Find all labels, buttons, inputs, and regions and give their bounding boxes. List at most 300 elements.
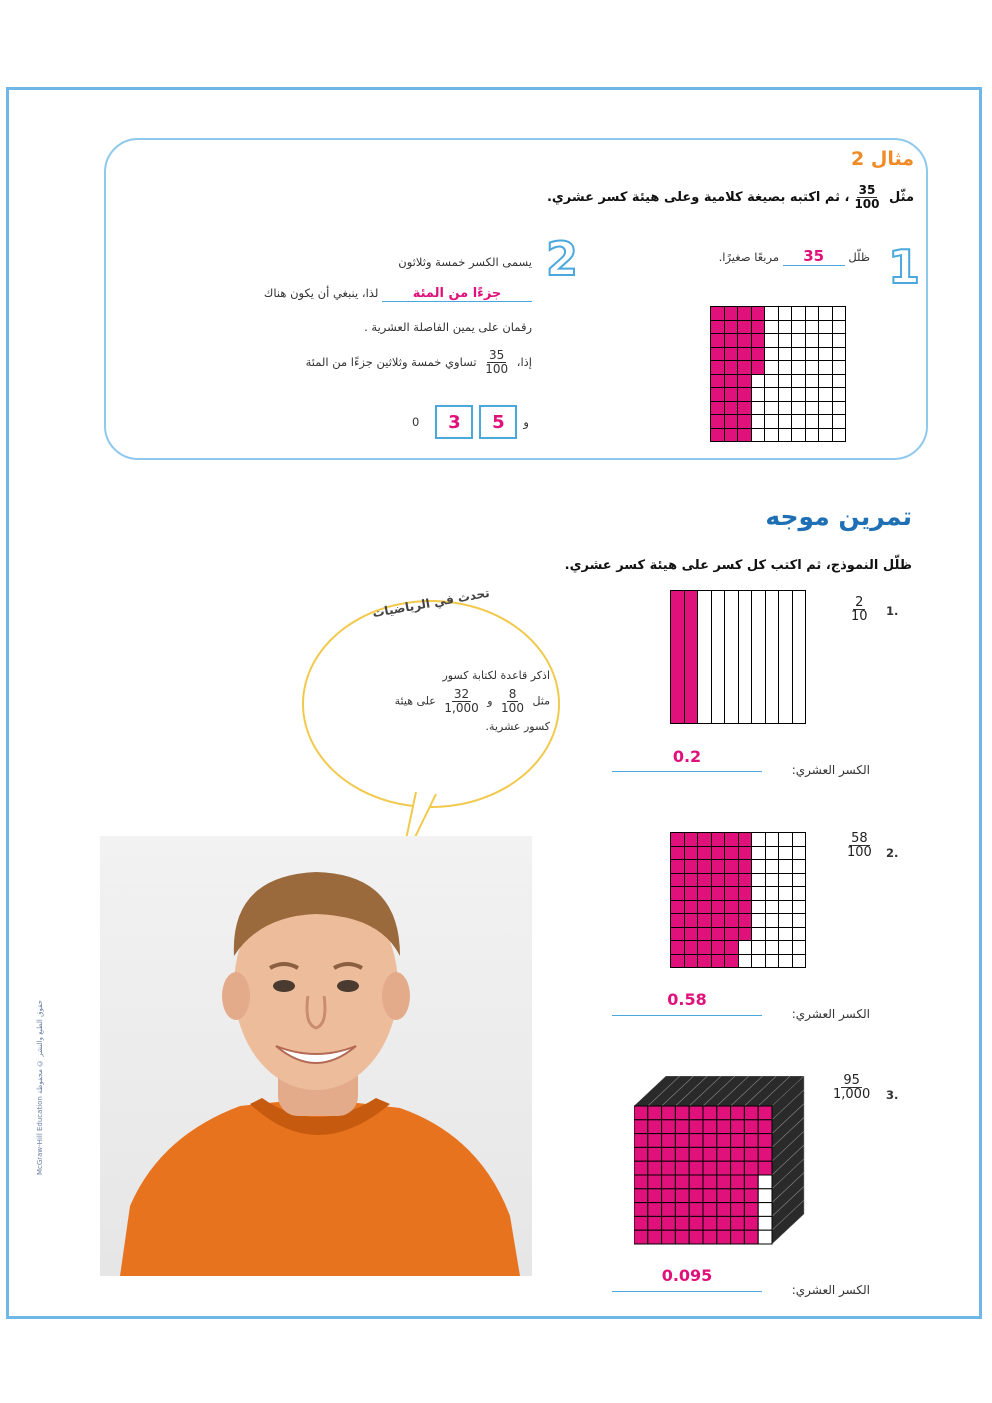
empty-cell (833, 375, 846, 388)
shaded-cube (662, 1120, 676, 1134)
empty-cell (752, 955, 765, 968)
shaded-cell (685, 874, 698, 887)
shaded-cube (675, 1175, 689, 1189)
shaded-cube (703, 1147, 717, 1161)
shaded-cube (634, 1189, 648, 1203)
shaded-cube (689, 1216, 703, 1230)
shaded-cube (758, 1134, 772, 1148)
empty-cell (779, 348, 792, 361)
shaded-cube (717, 1175, 731, 1189)
digit-box-hundredths: 5 (479, 405, 517, 439)
shaded-cell (698, 955, 711, 968)
student-photo (100, 836, 532, 1276)
empty-cell (725, 591, 738, 723)
empty-cell (779, 375, 792, 388)
empty-cell (765, 348, 778, 361)
shaded-cube (744, 1120, 758, 1134)
empty-cell (819, 375, 832, 388)
empty-cell (806, 375, 819, 388)
empty-cell (806, 415, 819, 428)
empty-cell (806, 429, 819, 442)
empty-cell (819, 334, 832, 347)
shaded-cube (662, 1106, 676, 1120)
step-2-line2: جزءًا من المئة لذا، ينبغي أن يكون هناك (264, 286, 532, 302)
shaded-cell (738, 388, 751, 401)
empty-cell (806, 321, 819, 334)
exercise-1-tenths-model (670, 590, 806, 724)
empty-cell (819, 321, 832, 334)
empty-cell (793, 914, 806, 927)
empty-cell (833, 307, 846, 320)
shaded-cell (752, 321, 765, 334)
shaded-cube (634, 1203, 648, 1217)
shaded-cell (725, 833, 738, 846)
shaded-cube (731, 1134, 745, 1148)
empty-cell (792, 388, 805, 401)
empty-cell (779, 941, 792, 954)
bubble-text: اذكر قاعدة لكتابة كسور مثل $\frac{8}{100}$ و $\frac{32}{1,000}$ على هيئة كسور عشرية. (394, 669, 550, 733)
shaded-cube (662, 1134, 676, 1148)
shaded-cube (648, 1203, 662, 1217)
empty-cell (833, 334, 846, 347)
shaded-cell (725, 402, 738, 415)
empty-cell (819, 415, 832, 428)
shaded-cube (648, 1120, 662, 1134)
shaded-cube (731, 1175, 745, 1189)
shaded-cube (731, 1189, 745, 1203)
exercise-3-number: 3. (886, 1088, 899, 1102)
empty-cell (779, 321, 792, 334)
empty-cell (766, 833, 779, 846)
empty-cell (779, 887, 792, 900)
empty-cube (758, 1203, 772, 1217)
shaded-cell (738, 361, 751, 374)
empty-cell (752, 415, 765, 428)
shaded-cell (671, 591, 684, 723)
shaded-cell (738, 415, 751, 428)
shaded-cell (685, 833, 698, 846)
exercise-3-fraction: $\frac{95}{1,000}$ (833, 1073, 871, 1102)
shaded-cube (717, 1147, 731, 1161)
empty-cell (792, 429, 805, 442)
shaded-cube (703, 1230, 717, 1244)
empty-cell (752, 901, 765, 914)
shaded-cell (725, 429, 738, 442)
shaded-cell (738, 307, 751, 320)
shaded-cell (725, 941, 738, 954)
example-fraction: $\frac{35}{100}$ (854, 183, 880, 211)
exercise-1-answer-label: الكسر العشري: (791, 763, 870, 777)
shaded-cube (744, 1147, 758, 1161)
shaded-cube (648, 1175, 662, 1189)
shaded-cube (634, 1147, 648, 1161)
shaded-cell (698, 833, 711, 846)
empty-cell (779, 591, 792, 723)
empty-cell (765, 361, 778, 374)
empty-cell (806, 348, 819, 361)
shaded-cell (711, 415, 724, 428)
shaded-cube (703, 1134, 717, 1148)
shaded-cube (662, 1147, 676, 1161)
shaded-cube (648, 1216, 662, 1230)
shaded-cell (698, 914, 711, 927)
empty-cell (793, 887, 806, 900)
shaded-cell (725, 914, 738, 927)
empty-cell (752, 860, 765, 873)
step-2-fraction: $\frac{35}{100}$ (485, 348, 509, 376)
empty-cell (779, 415, 792, 428)
shaded-cube (703, 1216, 717, 1230)
shaded-cell (671, 928, 684, 941)
shaded-cell (725, 334, 738, 347)
step-2-line1: يسمى الكسر خمسة وثلاثون (398, 255, 532, 269)
empty-cell (766, 914, 779, 927)
empty-cell (792, 321, 805, 334)
shaded-cube (744, 1203, 758, 1217)
shaded-cell (712, 887, 725, 900)
shaded-cube (689, 1189, 703, 1203)
empty-cell (793, 901, 806, 914)
empty-cell (752, 847, 765, 860)
shaded-cube (675, 1120, 689, 1134)
shaded-cell (685, 887, 698, 900)
empty-cube (758, 1230, 772, 1244)
shaded-cube (675, 1216, 689, 1230)
shaded-cube (703, 1189, 717, 1203)
digit-box-tenths: 3 (435, 405, 473, 439)
shaded-cube (717, 1161, 731, 1175)
empty-cube (758, 1216, 772, 1230)
shaded-cell (685, 914, 698, 927)
shaded-cell (685, 860, 698, 873)
shaded-cell (685, 928, 698, 941)
shaded-cube (634, 1161, 648, 1175)
exercise-2-answer-label: الكسر العشري: (791, 1007, 870, 1021)
empty-cell (752, 941, 765, 954)
shaded-cell (671, 860, 684, 873)
step-2-line4: إذا، $\frac{35}{100}$ تساوي خمسة وثلاثين جزءًا من المئة (305, 348, 532, 376)
empty-cell (712, 591, 725, 723)
shaded-cube (648, 1147, 662, 1161)
empty-cell (752, 833, 765, 846)
empty-cell (793, 833, 806, 846)
exercise-2-hundreds-model (670, 832, 806, 968)
empty-cell (793, 847, 806, 860)
shaded-cube (648, 1189, 662, 1203)
shaded-cube (717, 1134, 731, 1148)
shaded-cell (671, 847, 684, 860)
shaded-cube (648, 1106, 662, 1120)
shaded-cube (689, 1134, 703, 1148)
shaded-cube (675, 1147, 689, 1161)
shaded-cube (662, 1216, 676, 1230)
shaded-cell (712, 955, 725, 968)
shaded-cube (675, 1161, 689, 1175)
empty-cell (765, 388, 778, 401)
shaded-cell (712, 874, 725, 887)
shaded-cell (698, 901, 711, 914)
empty-cell (766, 955, 779, 968)
shaded-cube (675, 1106, 689, 1120)
empty-cell (766, 874, 779, 887)
shaded-cell (698, 860, 711, 873)
empty-cell (752, 591, 765, 723)
shaded-cube (648, 1230, 662, 1244)
exercise-1-number: 1. (886, 604, 899, 618)
shaded-cell (711, 375, 724, 388)
empty-cell (766, 941, 779, 954)
empty-cell (833, 388, 846, 401)
shaded-cell (685, 847, 698, 860)
empty-cell (752, 887, 765, 900)
shaded-cube (675, 1134, 689, 1148)
shaded-cell (739, 914, 752, 927)
shaded-cube (731, 1230, 745, 1244)
shaded-cube (689, 1203, 703, 1217)
shaded-cell (712, 941, 725, 954)
shaded-cell (711, 429, 724, 442)
shaded-cell (711, 334, 724, 347)
shaded-cell (712, 847, 725, 860)
shaded-cell (685, 901, 698, 914)
shaded-cell (738, 375, 751, 388)
empty-cell (806, 307, 819, 320)
empty-cell (779, 388, 792, 401)
shaded-cell (752, 361, 765, 374)
shaded-cube (634, 1134, 648, 1148)
shaded-cube (758, 1120, 772, 1134)
shaded-cell (725, 874, 738, 887)
shaded-cell (711, 348, 724, 361)
shaded-cube (717, 1216, 731, 1230)
shaded-cube (717, 1203, 731, 1217)
step-2-number: 2 (546, 232, 579, 286)
shaded-cube (703, 1161, 717, 1175)
empty-cell (792, 348, 805, 361)
empty-cell (739, 591, 752, 723)
shaded-cube (703, 1203, 717, 1217)
shaded-cell (671, 901, 684, 914)
shaded-cell (711, 321, 724, 334)
step-1-text: ظلّل 35 مربعًا صغيرًا. (718, 247, 870, 265)
shaded-cell (725, 901, 738, 914)
shaded-cube (703, 1106, 717, 1120)
shaded-cube (634, 1175, 648, 1189)
empty-cell (793, 955, 806, 968)
example-hundreds-grid (710, 306, 846, 442)
empty-cell (779, 928, 792, 941)
shaded-cube (731, 1106, 745, 1120)
example-instruction: مثّل $\frac{35}{100}$ ، ثم اكتبه بصيغة كلامية وعلى هيئة كسر عشري. (546, 183, 914, 211)
empty-cell (779, 307, 792, 320)
shaded-cell (712, 928, 725, 941)
shaded-cube (689, 1175, 703, 1189)
exercise-2-number: 2. (886, 846, 899, 860)
shaded-cell (712, 901, 725, 914)
shaded-cell (711, 361, 724, 374)
shaded-cell (671, 887, 684, 900)
shaded-cube (634, 1120, 648, 1134)
empty-cell (793, 941, 806, 954)
empty-cell (793, 928, 806, 941)
step-1-answer: 35 (803, 247, 825, 265)
shaded-cell (725, 348, 738, 361)
empty-cell (766, 860, 779, 873)
shaded-cell (738, 321, 751, 334)
empty-cell (792, 361, 805, 374)
empty-cell (819, 348, 832, 361)
shaded-cube (634, 1216, 648, 1230)
shaded-cell (698, 887, 711, 900)
shaded-cube (731, 1203, 745, 1217)
shaded-cube (744, 1216, 758, 1230)
empty-cell (766, 591, 779, 723)
empty-cell (779, 429, 792, 442)
shaded-cell (739, 847, 752, 860)
empty-cell (819, 402, 832, 415)
exercise-3-answer-label: الكسر العشري: (791, 1283, 870, 1297)
guided-instruction: ظلّل النموذج، ثم اكتب كل كسر على هيئة كسر عشري. (564, 558, 912, 573)
shaded-cell (738, 334, 751, 347)
shaded-cell (671, 874, 684, 887)
shaded-cell (752, 307, 765, 320)
empty-cell (819, 429, 832, 442)
empty-cell (793, 860, 806, 873)
empty-cell (752, 388, 765, 401)
shaded-cube (689, 1120, 703, 1134)
empty-cell (792, 375, 805, 388)
empty-cell (833, 321, 846, 334)
shaded-cube (744, 1175, 758, 1189)
shaded-cell (725, 887, 738, 900)
shaded-cell (725, 847, 738, 860)
shaded-cube (717, 1120, 731, 1134)
empty-cell (792, 402, 805, 415)
empty-cell (765, 429, 778, 442)
exercise-3-answer: 0.095 (612, 1266, 762, 1292)
shaded-cell (725, 375, 738, 388)
empty-cell (765, 321, 778, 334)
empty-cell (779, 901, 792, 914)
empty-cell (698, 591, 711, 723)
empty-cell (779, 334, 792, 347)
empty-cell (792, 334, 805, 347)
empty-cell (752, 928, 765, 941)
shaded-cube (662, 1203, 676, 1217)
shaded-cell (711, 388, 724, 401)
exercise-1-fraction: $\frac{2}{10}$ (851, 595, 868, 624)
shaded-cell (671, 955, 684, 968)
empty-cell (739, 955, 752, 968)
shaded-cell (711, 402, 724, 415)
shaded-cell (725, 361, 738, 374)
shaded-cell (698, 874, 711, 887)
shaded-cube (744, 1106, 758, 1120)
shaded-cube (717, 1106, 731, 1120)
shaded-cell (738, 429, 751, 442)
empty-cube (758, 1175, 772, 1189)
empty-cell (766, 928, 779, 941)
shaded-cell (712, 833, 725, 846)
shaded-cube (689, 1106, 703, 1120)
exercise-2-answer: 0.58 (612, 990, 762, 1016)
shaded-cell (725, 928, 738, 941)
step-2-line3: رقمان على يمين الفاصلة العشرية . (364, 320, 532, 334)
empty-cell (806, 388, 819, 401)
shaded-cube (731, 1216, 745, 1230)
shaded-cell (671, 941, 684, 954)
shaded-cube (689, 1161, 703, 1175)
empty-cell (833, 429, 846, 442)
shaded-cell (725, 415, 738, 428)
shaded-cube (675, 1230, 689, 1244)
empty-cell (833, 361, 846, 374)
empty-cube (758, 1189, 772, 1203)
shaded-cube (758, 1161, 772, 1175)
exercise-1-answer: 0.2 (612, 747, 762, 772)
empty-cell (765, 375, 778, 388)
shaded-cube (758, 1147, 772, 1161)
shaded-cube (744, 1230, 758, 1244)
empty-cell (819, 361, 832, 374)
empty-cell (752, 375, 765, 388)
empty-cell (806, 402, 819, 415)
empty-cell (793, 591, 806, 723)
shaded-cell (698, 928, 711, 941)
shaded-cell (739, 928, 752, 941)
shaded-cell (712, 914, 725, 927)
exercise-3-thousands-cube (634, 1076, 806, 1248)
example-title: مثال 2 (851, 148, 914, 170)
shaded-cell (725, 388, 738, 401)
empty-cell (833, 402, 846, 415)
empty-cell (779, 833, 792, 846)
empty-cell (793, 874, 806, 887)
empty-cell (833, 348, 846, 361)
step-1-number: 1 (888, 240, 921, 294)
shaded-cube (634, 1106, 648, 1120)
shaded-cell (739, 860, 752, 873)
empty-cell (792, 415, 805, 428)
shaded-cube (703, 1120, 717, 1134)
empty-cell (765, 415, 778, 428)
empty-cell (739, 941, 752, 954)
shaded-cube (675, 1189, 689, 1203)
shaded-cube (689, 1147, 703, 1161)
shaded-cube (662, 1175, 676, 1189)
shaded-cell (685, 591, 698, 723)
shaded-cube (648, 1161, 662, 1175)
empty-cell (819, 307, 832, 320)
shaded-cube (648, 1134, 662, 1148)
exercise-2-fraction: $\frac{58}{100}$ (847, 831, 872, 860)
shaded-cell (739, 887, 752, 900)
shaded-cube (689, 1230, 703, 1244)
shaded-cell (685, 941, 698, 954)
shaded-cube (744, 1189, 758, 1203)
shaded-cube (717, 1189, 731, 1203)
shaded-cube (758, 1106, 772, 1120)
decimal-place-boxes: 0 3 5 و (412, 405, 529, 439)
empty-cell (752, 402, 765, 415)
empty-cell (792, 307, 805, 320)
empty-cell (765, 334, 778, 347)
section-title: تمرين موجه (765, 502, 912, 531)
cube-front-face (634, 1106, 772, 1244)
shaded-cube (731, 1147, 745, 1161)
empty-cell (833, 415, 846, 428)
shaded-cell (712, 860, 725, 873)
